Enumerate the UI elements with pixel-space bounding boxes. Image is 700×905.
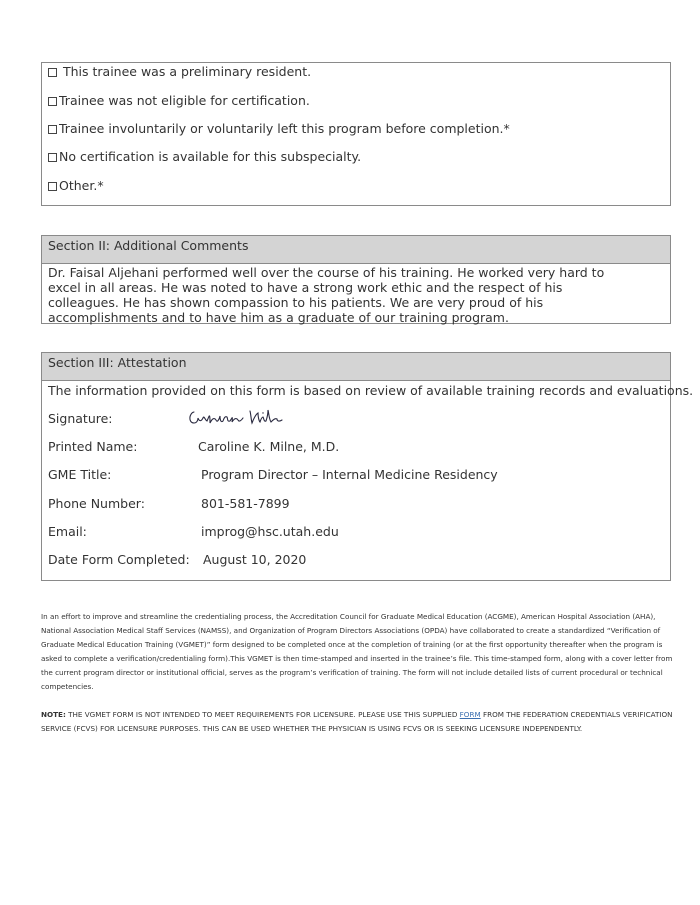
section1-checklist-box [41,62,671,206]
printed-name-value: Caroline K. Milne, M.D. [198,439,340,454]
option-no-certification[interactable] [48,149,361,164]
option-left-program[interactable] [48,121,510,136]
credentialing-note-paragraph: In an effort to improve and streamline the credentialing process, the Accreditation Council for Graduate Medical Education (ACGME), American Hospital Association (AHA), National Association Medical Staff Services (NAMSS), and Organization of Program Directors Associations (OPDA) have collaborated to create a standardized “Verification of Graduate Medical Education Training (VGMET)” form designed to be completed once at the completion of training (or at the first opportunity thereafter when the program is asked to complete a verification/credentialing form).This VGMET is then time-stamped and inserted in the trainee’s file. This time-stamped form, along with a cover letter from the current program director or institutional official, serves as the program’s verification of training. The form will not include detailed lists of current procedural or technical competencies. [41,612,673,691]
gme-title-label: GME Title: [48,467,112,482]
option-label: Trainee was not eligible for certification. [59,93,310,108]
email-label: Email: [48,524,87,539]
gme-title-value: Program Director – Internal Medicine Residency [201,467,498,482]
section3-heading: Section III: Attestation [42,353,670,381]
option-label: This trainee was a preliminary resident. [62,64,312,79]
note-text-after-link: FROM THE FEDERATION CREDENTIALS VERIFICATION SERVICE (FCVS) FOR LICENSURE PURPOSES. THIS CAN BE USED WHETHER THE PHYSICIAN IS USING FCVS OR IS SEEKING LICENSURE INDEPENDENTLY. [41,710,673,733]
checkbox-icon[interactable] [48,182,57,191]
option-other[interactable] [48,178,104,193]
option-not-eligible[interactable] [48,93,310,108]
date-value: August 10, 2020 [203,552,307,567]
additional-comments-text: Dr. Faisal Aljehani performed well over the course of his training. He worked very hard to excel in all areas. He was noted to have a strong work ethic and the respect of his colleagues. He has shown compassion to his patients. We are very proud of his accomplishments and to have him as a graduate of our training program. [48,265,605,325]
signature-label: Signature: [48,411,113,426]
date-label: Date Form Completed: [48,552,190,567]
checkbox-icon[interactable] [48,97,57,106]
phone-label: Phone Number: [48,496,145,511]
printed-name-label: Printed Name: [48,439,138,454]
fcvs-form-link[interactable]: FORM [459,710,481,719]
note-text-before-link: THE VGMET FORM IS NOT INTENDED TO MEET REQUIREMENTS FOR LICENSURE. PLEASE USE THIS SUPPLIED [65,710,460,719]
section2-heading: Section II: Additional Comments [42,236,670,264]
checkbox-icon[interactable] [48,153,57,162]
checkbox-icon[interactable] [48,125,57,134]
option-label: Trainee involuntarily or voluntarily left this program before completion.* [59,121,510,136]
licensure-note-paragraph [41,708,681,736]
email-value: improg@hsc.utah.edu [201,524,339,539]
checkbox-icon[interactable] [48,68,57,77]
section2-box [41,235,671,324]
section3-box [41,352,694,581]
option-label: Other.* [59,178,104,193]
phone-value: 801-581-7899 [201,496,290,511]
note-label: NOTE: [41,710,66,719]
attestation-statement: The information provided on this form is based on review of available training records and evaluations. [48,383,694,398]
handwritten-signature [186,405,286,429]
option-preliminary-resident[interactable] [48,64,311,79]
option-label: No certification is available for this subspecialty. [59,149,362,164]
